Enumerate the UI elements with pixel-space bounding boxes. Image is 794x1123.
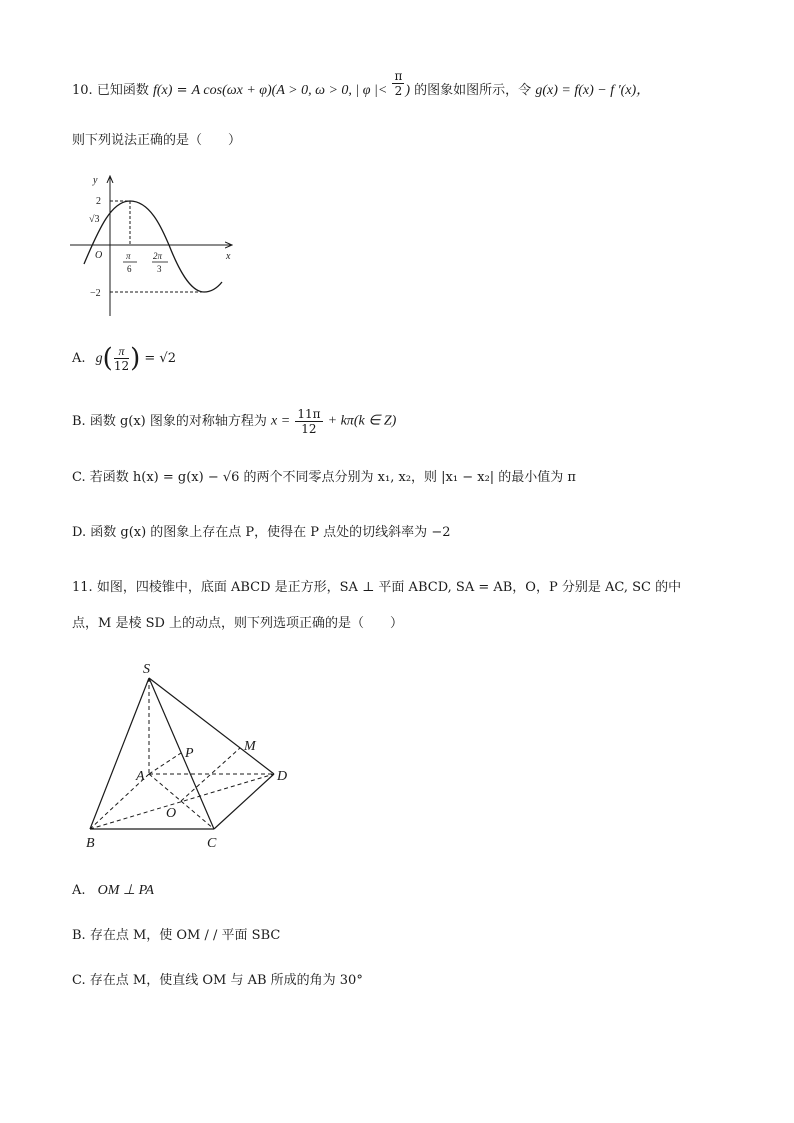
cosine-curve (84, 201, 222, 292)
q11-stem-line1 (72, 581, 681, 594)
q10-gdef: g(x) = f(x) − f ′(x)， (535, 83, 651, 98)
q10-text-a: 已知函数 (96, 83, 149, 98)
vertex-label-S: S (143, 662, 150, 677)
q11-option-a (72, 884, 154, 898)
q11-stem-line2: 点，M 是棱 SD 上的动点，则下列选项正确的是（ ） (72, 616, 404, 631)
tick-2pi-3-num: 2π (153, 251, 163, 261)
q10-pi-over-2: $\frac{\pi}{2}$ (394, 69, 403, 98)
q10-option-b-tail: + kπ(k ∈ Z) (327, 413, 397, 429)
q10-option-a: A. g( $\frac{\pi}{12}$ ) = √2 (72, 343, 176, 374)
point-label-P: P (185, 746, 194, 761)
q10-option-d (72, 526, 450, 539)
q10-stem-line2: 则下列说法正确的是（ ） (72, 133, 242, 148)
q11-line1: 如图，四棱锥中，底面 ABCD 是正方形，SA ⊥ 平面 ABCD, SA = AB，O，P 分别是 AC, SC 的中 (96, 580, 682, 595)
q10-expr: A cos(ωx + φ)(A > 0, ω > 0, | φ |< (191, 83, 388, 98)
q10-fx: f(x) (152, 83, 173, 98)
q11-pyramid-figure (80, 656, 310, 856)
origin-label: O (95, 250, 103, 261)
q11-option-b-text: 存在点 M，使 OM / / 平面 SBC (89, 928, 281, 943)
segment-AP (149, 753, 181, 774)
point-label-M: M (244, 739, 256, 754)
tick-label-sqrt3: √3 (89, 214, 100, 225)
vertex-label-D: D (277, 769, 288, 784)
q10-option-c (72, 471, 576, 484)
q10-option-a-rhs: = √2 (144, 351, 176, 366)
q10-option-c-text: 若函数 h(x) = g(x) − √6 的两个不同零点分别为 x₁, x₂，则 |x₁ − x₂| 的最小值为 π (89, 470, 576, 485)
q10-option-b-text: 函数 g(x) 图象的对称轴方程为 (89, 414, 267, 429)
tick-pi-6-den: 6 (127, 264, 132, 274)
q10-option-b-fraction: $\frac{11\pi}{12}$ (297, 407, 321, 436)
q11-option-c (72, 974, 363, 987)
edge-SB (90, 678, 149, 829)
q10-option-b-label: B. (72, 414, 86, 429)
edge-SC (149, 678, 214, 829)
tick-label-2: 2 (96, 196, 101, 207)
q10-function-graph (60, 168, 240, 318)
q10-number: 10. (72, 83, 93, 98)
q11-option-b-label: B. (72, 928, 86, 943)
vertex-label-C: C (207, 836, 217, 851)
q10-option-c-label: C. (72, 470, 86, 485)
diagonal-AC (149, 774, 214, 829)
tick-2pi-3-den: 3 (157, 264, 162, 274)
q10-option-d-text: 函数 g(x) 的图象上存在点 P，使得在 P 点处的切线斜率为 −2 (90, 525, 451, 540)
vertex-label-A: A (136, 769, 145, 784)
q11-number: 11. (72, 580, 93, 595)
tick-pi-6-num: π (126, 251, 131, 261)
q10-option-a-label: A. (72, 351, 86, 366)
edge-CD (214, 774, 274, 829)
q10-option-a-g: g (95, 350, 103, 366)
q11-option-a-text: OM ⊥ PA (97, 883, 154, 898)
q11-option-c-label: C. (72, 973, 86, 988)
q10-text-b: 的图象如图所示，令 (414, 83, 532, 98)
q10-stem-line1 (72, 69, 651, 98)
q11-option-c-text: 存在点 M，使直线 OM 与 AB 所成的角为 30° (89, 973, 363, 988)
q10-option-a-fraction: $\frac{\pi}{12}$ (113, 344, 130, 373)
q10-option-b (72, 408, 396, 435)
q11-option-a-label: A. (72, 883, 86, 898)
vertex-label-B: B (86, 836, 95, 851)
tick-label-neg2: −2 (90, 288, 101, 299)
q10-eq: = (176, 83, 188, 98)
y-axis-label: y (93, 175, 98, 186)
point-label-O: O (166, 806, 177, 821)
q10-option-b-x: x = (271, 413, 291, 429)
x-axis-label: x (226, 251, 231, 262)
q10-option-d-label: D. (72, 525, 87, 540)
q10-close-paren: ) (405, 83, 411, 98)
q11-option-b (72, 929, 280, 942)
edge-SD (149, 678, 274, 774)
